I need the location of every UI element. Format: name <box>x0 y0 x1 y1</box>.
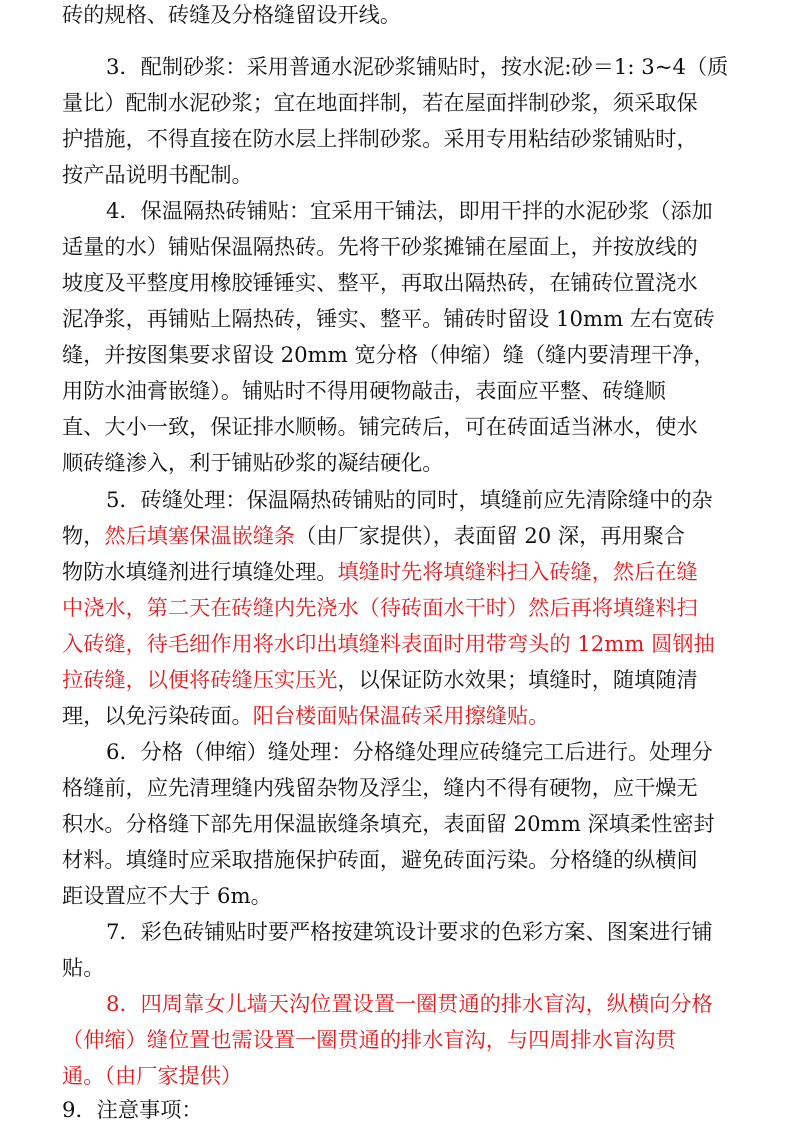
text-run: 按产品说明书配制。 <box>62 162 253 187</box>
text-line <box>62 305 715 333</box>
text-line <box>62 846 698 874</box>
text-run: 4．保温隔热砖铺贴：宜采用干铺法，即用干拌的水泥砂浆（添加 <box>106 198 713 223</box>
text-line <box>106 53 728 81</box>
highlighted-text-run: 填缝时先将填缝料扫入砖缝，然后在缝 <box>337 559 698 584</box>
text-run: 护措施，不得直接在防水层上拌制砂浆。采用专用粘结砂浆铺贴时， <box>62 126 698 151</box>
text-run: 物， <box>62 523 105 548</box>
text-line <box>62 341 715 369</box>
text-line <box>62 269 698 297</box>
text-line <box>62 810 715 838</box>
text-run: 格缝前，应先清理缝内残留杂物及浮尘，缝内不得有硬物，应干燥无 <box>62 775 698 800</box>
text-run: 积水。分格缝下部先用保温嵌缝条填充，表面留 20mm 深填柔性密封 <box>62 811 715 836</box>
text-run: 距设置应不大于 6m。 <box>62 883 272 908</box>
text-run: 坡度及平整度用橡胶锤锤实、整平，再取出隔热砖，在铺砖位置浇水 <box>62 270 698 295</box>
text-line <box>62 377 666 405</box>
text-line <box>106 738 713 766</box>
text-run: ，以保证防水效果；填缝时，随填随清 <box>337 667 698 692</box>
text-line <box>62 774 698 802</box>
text-run: 量比）配制水泥砂浆；宜在地面拌制，若在屋面拌制砂浆，须采取保 <box>62 90 698 115</box>
text-line <box>62 522 685 550</box>
text-run: 9．注意事项： <box>62 1097 203 1122</box>
text-run: 直、大小一致，保证排水顺畅。铺完砖后，可在砖面适当淋水，使水 <box>62 414 698 439</box>
text-line <box>62 702 549 730</box>
text-line <box>62 413 698 441</box>
text-line <box>106 486 713 514</box>
text-line <box>62 594 698 622</box>
text-run: 缝，并按图集要求留设 20mm 宽分格（伸缩）缝（缝内要清理干净， <box>62 342 715 367</box>
text-run: 材料。填缝时应采取措施保护砖面，避免砖面污染。分格缝的纵横间 <box>62 847 698 872</box>
text-line <box>62 1062 242 1090</box>
text-run: 物防水填缝剂进行填缝处理。 <box>62 559 338 584</box>
text-run: 贴。 <box>62 955 105 980</box>
text-run: 5．砖缝处理：保温隔热砖铺贴的同时，填缝前应先清除缝中的杂 <box>106 487 713 512</box>
highlighted-text-run: 8．四周靠女儿墙天沟位置设置一圈贯通的排水盲沟，纵横向分格 <box>106 991 713 1016</box>
text-run: 顺砖缝渗入，利于铺贴砂浆的凝结硬化。 <box>62 450 444 475</box>
text-line <box>62 630 715 658</box>
text-line <box>106 990 713 1018</box>
text-line <box>106 918 713 946</box>
text-line <box>62 233 698 261</box>
highlighted-text-run: （伸缩）缝位置也需设置一圈贯通的排水盲沟，与四周排水盲沟贯 <box>62 1027 677 1052</box>
text-line <box>62 558 698 586</box>
text-line <box>62 1026 676 1054</box>
text-line <box>62 954 104 982</box>
highlighted-text-run: 然后填塞保温嵌缝条 <box>104 523 296 548</box>
text-run: 泥净浆，再铺贴上隔热砖，锤实、整平。铺砖时留设 10mm 左右宽砖 <box>62 306 715 331</box>
highlighted-text-run: 中浇水，第二天在砖缝内先浇水（待砖面水干时）然后再将填缝料扫 <box>62 595 698 620</box>
text-line <box>62 89 698 117</box>
text-line <box>62 161 253 189</box>
text-line <box>62 882 272 910</box>
highlighted-text-run: 阳台楼面贴保温砖采用擦缝贴。 <box>252 703 550 728</box>
text-line <box>62 125 698 153</box>
text-line <box>106 197 713 225</box>
text-run: 适量的水）铺贴保温隔热砖。先将干砂浆摊铺在屋面上，并按放线的 <box>62 234 698 259</box>
text-line <box>62 449 443 477</box>
text-run: （由厂家提供），表面留 20 深，再用聚合 <box>295 523 686 548</box>
text-run: 理，以免污染砖面。 <box>62 703 253 728</box>
text-run: 用防水油膏嵌缝）。铺贴时不得用硬物敲击，表面应平整、砖缝顺 <box>62 378 666 403</box>
text-line <box>62 1096 203 1124</box>
text-run: 砖的规格、砖缝及分格缝留设开线。 <box>62 2 402 27</box>
text-line <box>62 666 698 694</box>
highlighted-text-run: 入砖缝，待毛细作用将水印出填缝料表面时用带弯头的 12mm 圆钢抽 <box>62 631 715 656</box>
text-run: 7．彩色砖铺贴时要严格按建筑设计要求的色彩方案、图案进行铺 <box>106 919 713 944</box>
text-run: 3．配制砂浆：采用普通水泥砂浆铺贴时，按水泥:砂＝1: 3~4（质 <box>106 54 729 79</box>
text-run: 6．分格（伸缩）缝处理：分格缝处理应砖缝完工后进行。处理分 <box>106 739 713 764</box>
highlighted-text-run: 通。（由厂家提供） <box>62 1063 243 1088</box>
text-line <box>62 1 401 29</box>
highlighted-text-run: 拉砖缝，以便将砖缝压实压光 <box>62 667 338 692</box>
